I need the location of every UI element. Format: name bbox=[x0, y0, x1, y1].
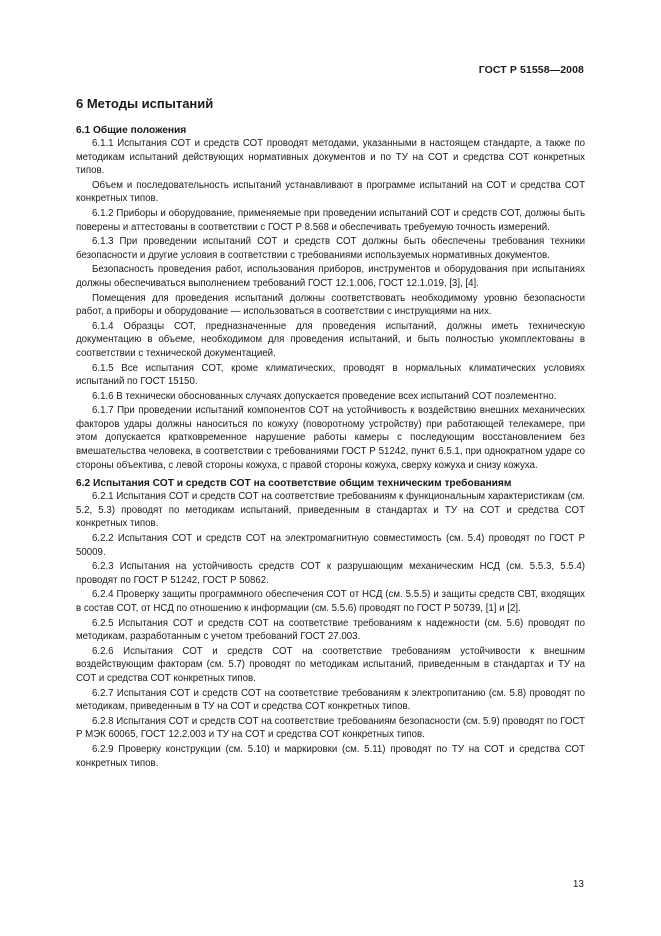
document-header: ГОСТ Р 51558—2008 bbox=[478, 64, 584, 76]
paragraph-6-2-6: 6.2.6 Испытания СОТ и средств СОТ на соответствие требованиям устойчивости к внешним воздействующим факторам (см. 5.7) проводят по методикам испытаний, приведенным в стандартах и ТУ на СОТ и средства СОТ конкретных типов. bbox=[76, 645, 585, 684]
subsection-title-general-requirements: 6.2 Испытания СОТ и средств СОТ на соответствие общим техническим требованиям bbox=[76, 478, 512, 490]
paragraph-6-2-3: 6.2.3 Испытания на устойчивость средств СОТ к разрушающим механическим НСД (см. 5.5.3, 5.5.4) проводят по ГОСТ Р 51242, ГОСТ Р 50862. bbox=[76, 561, 585, 586]
paragraph-6-2-9: 6.2.9 Проверку конструкции (см. 5.10) и маркировки (см. 5.11) проводят по ТУ на СОТ и средства СОТ конкретных типов. bbox=[76, 743, 585, 769]
paragraph-6-1-1: 6.1.1 Испытания СОТ и средств СОТ проводят методами, указанными в настоящем стандарте, а также по методикам испытаний действующих нормативных документов и по ТУ на СОТ и средства СОТ конкретных типов. bbox=[76, 138, 585, 177]
paragraph-6-2-1: 6.2.1 Испытания СОТ и средств СОТ на соответствие требованиям к функциональным характеристикам (см. 5.2, 5.3) проводят по методикам испытаний, приведенным в стандартах и ТУ на СОТ и средства СОТ конкретных типов. bbox=[76, 491, 585, 530]
paragraph-6-1-3-premises: Помещения для проведения испытаний должны соответствовать необходимому уровню безопасности работ, а приборы и оборудование — использоваться в соответствии с инструкциями на них. bbox=[76, 292, 585, 318]
section-title: 6 Методы испытаний bbox=[76, 96, 214, 111]
paragraph-6-1-1-scope: Объем и последовательность испытаний устанавливают в программе испытаний на СОТ и средства СОТ конкретных типов. bbox=[76, 179, 585, 205]
paragraph-6-1-5: 6.1.5 Все испытания СОТ, кроме климатических, проводят в нормальных климатических условиях испытаний по ГОСТ 15150. bbox=[76, 362, 585, 388]
paragraph-6-1-7: 6.1.7 При проведении испытаний компонентов СОТ на устойчивость к воздействию внешних механических факторов удары должны наноситься по кожуху (поворотному устройству) при работающей телекамере, при этом допускается кратковременное нарушение работы камеры с последующим восстановлением без вмешательства человека, в соответствии с требованиями ГОСТ Р 51242, пункт 6.5.1, при однократном ударе со стороны объектива, с левой стороны кожуха, с правой стороны кожуха, сверху кожуха и снизу кожуха. bbox=[76, 405, 585, 471]
subsection-title-general: 6.1 Общие положения bbox=[76, 125, 187, 136]
paragraph-6-1-3-safety: Безопасность проведения работ, использования приборов, инструментов и оборудования при испытаниях должны обеспечиваться выполнением требований ГОСТ 12.1.006, ГОСТ 12.1.019, [3], [4]. bbox=[76, 264, 585, 289]
page-content bbox=[76, 96, 585, 771]
page-number: 13 bbox=[572, 879, 584, 890]
paragraph-6-1-2: 6.1.2 Приборы и оборудование, применяемые при проведении испытаний СОТ и средств СОТ, должны быть поверены и аттестованы в соответствии с ГОСТ Р 8.568 и обеспечивать требуемую точность измерений. bbox=[76, 207, 585, 233]
paragraph-6-1-6: 6.1.6 В технически обоснованных случаях допускается проведение всех испытаний СОТ поэлементно. bbox=[92, 390, 557, 402]
paragraph-6-2-4: 6.2.4 Проверку защиты программного обеспечения СОТ от НСД (см. 5.5.5) и защиты средств СВТ, входящих в состав СОТ, от НСД по отношению к информации (см. 5.5.6) проводят по ГОСТ Р 50739, [1] и [2]. bbox=[76, 589, 585, 614]
paragraph-6-2-5: 6.2.5 Испытания СОТ и средств СОТ на соответствие требованиям к надежности (см. 5.6) проводят по методикам, разработанным с учетом требований ГОСТ 27.003. bbox=[76, 617, 585, 643]
paragraph-6-1-4: 6.1.4 Образцы СОТ, предназначенные для проведения испытаний, должны иметь техническую документацию в объеме, необходимом для проведения испытаний, и быть полностью укомплектованы в соответствии с технической документацией. bbox=[76, 320, 585, 359]
paragraph-6-2-7: 6.2.7 Испытания СОТ и средств СОТ на соответствие требованиям к электропитанию (см. 5.8) проводят по методикам, приведенным в ТУ на СОТ и средства СОТ конкретных типов. bbox=[76, 687, 585, 713]
paragraph-6-1-3: 6.1.3 При проведении испытаний СОТ и средств СОТ должны быть обеспечены требования техники безопасности и другие условия в соответствии с требованиями используемых нормативных документов. bbox=[76, 236, 585, 261]
paragraph-6-2-2: 6.2.2 Испытания СОТ и средств СОТ на электромагнитную совместимость (см. 5.4) проводят по ГОСТ Р 50009. bbox=[76, 533, 585, 558]
paragraph-6-2-8: 6.2.8 Испытания СОТ и средств СОТ на соответствие требованиям безопасности (см. 5.9) проводят по ГОСТ Р МЭК 60065, ГОСТ 12.2.003 и ТУ на СОТ и средства СОТ конкретных типов. bbox=[76, 715, 585, 741]
